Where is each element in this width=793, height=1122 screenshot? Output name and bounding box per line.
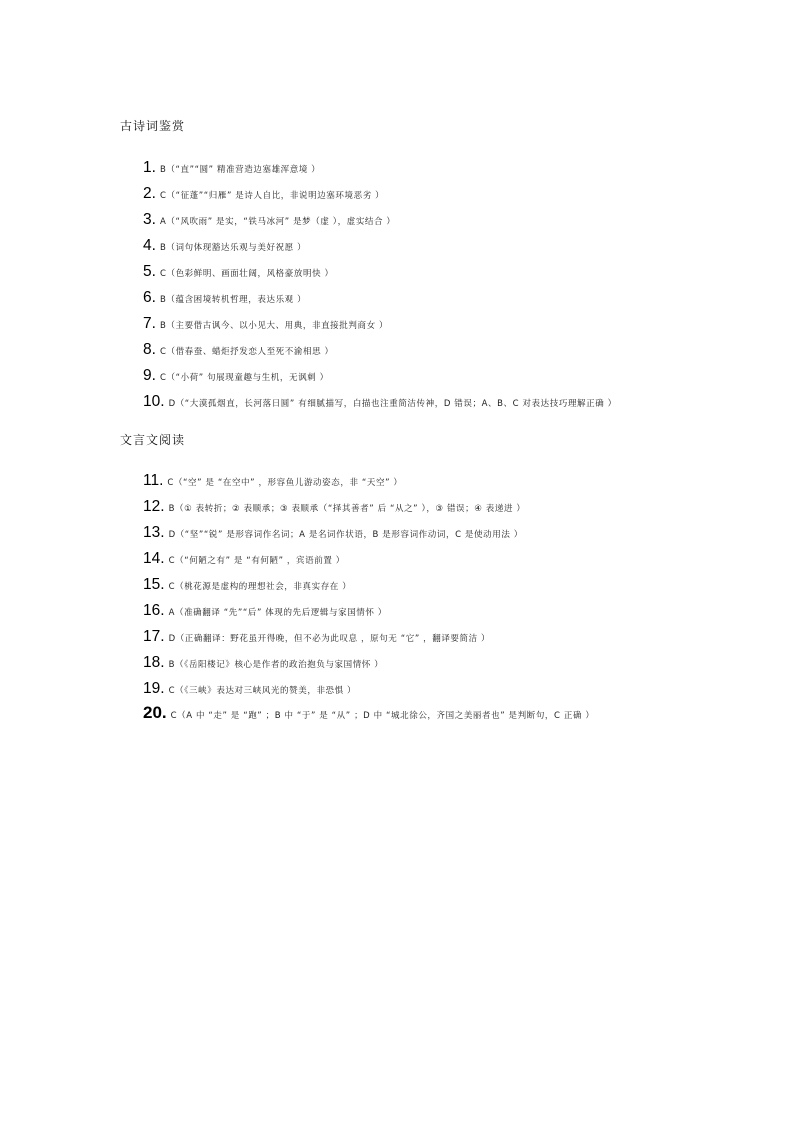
list-item (143, 678, 356, 698)
list-item (143, 365, 329, 385)
item-answer: C（“何陋之有” 是 “有何陋” ，宾语前置 ） (168, 556, 345, 566)
item-number: 15. (143, 576, 165, 593)
item-number: 3. (143, 211, 156, 228)
list-item (143, 470, 402, 490)
item-number: 11. (143, 472, 164, 489)
item-answer: B（① 表转折；② 表顺承；③ 表顺承（“择其善者” 后 “从之” ），③ 错误；④ 表递进 ） (168, 504, 526, 514)
item-number: 17. (143, 628, 165, 645)
item-number: 1. (143, 159, 156, 176)
item-number: 13. (143, 524, 165, 541)
list-item (143, 574, 351, 594)
list-item (143, 391, 617, 411)
item-answer: A（“风吹雨” 是实，“铁马冰河” 是梦（虚 ），虚实结合 ） (159, 217, 396, 227)
item-number: 6. (143, 289, 156, 306)
item-answer: C（“小荷” 句展现童趣与生机，无讽刺 ） (159, 373, 329, 383)
list-item (143, 652, 383, 672)
item-answer: B（主要借古讽今、以小见大、用典，非直接批判商女 ） (159, 321, 389, 331)
item-answer: C（“征蓬”“归雁” 是诗人自比，非说明边塞环境恶劣 ） (159, 191, 385, 201)
list-item (143, 209, 396, 229)
list-item (143, 157, 320, 177)
item-number: 4. (143, 237, 156, 254)
item-number: 18. (143, 654, 165, 671)
list-item (143, 287, 306, 307)
list-item (143, 261, 334, 281)
item-number: 16. (143, 602, 165, 619)
list-item (143, 339, 334, 359)
list-item (143, 496, 525, 516)
item-number: 14. (143, 550, 165, 567)
item-number: 9. (143, 367, 156, 384)
item-number: 20. (143, 703, 167, 722)
item-answer: C（《三峡》表达对三峡风光的赞美，非恐惧 ） (168, 686, 357, 696)
list-item (143, 313, 388, 333)
item-answer: A（准确翻译 “先”“后” 体现的先后逻辑与家国情怀 ） (168, 608, 387, 618)
item-answer: B（蕴含困境转机哲理，表达乐观 ） (159, 295, 307, 305)
item-number: 5. (143, 263, 156, 280)
item-answer: C（A 中 “走” 是 “跑” ；B 中 “于” 是 “从” ；D 中 “城北徐公，齐国之美丽者也” 是判断句，C 正确 ） (170, 711, 595, 721)
list-item (143, 600, 387, 620)
item-number: 8. (143, 341, 156, 358)
item-answer: B（“直”“圆” 精准营造边塞雄浑意境 ） (159, 165, 321, 175)
item-answer: D（正确翻译：野花虽开得晚，但不必为此叹息 ，原句无 “它” ，翻译要简洁 ） (168, 634, 491, 644)
item-number: 10. (143, 393, 165, 410)
item-answer: C（借春蚕、蜡炬抒发恋人至死不渝相思 ） (159, 347, 334, 357)
item-answer: C（“空” 是 “在空中” ，形容鱼儿游动姿态，非 “天空” ） (167, 478, 403, 488)
list-item (143, 183, 384, 203)
item-answer: B（词句体现豁达乐观与美好祝愿 ） (159, 243, 307, 253)
list-item (143, 703, 594, 723)
item-number: 12. (143, 498, 165, 515)
list-item (143, 626, 490, 646)
item-answer: D（“大漠孤烟直，长河落日圆” 有细腻描写，白描也注重简洁传神，D 错误；A、B、C 对表达技巧理解正确 ） (168, 399, 617, 409)
item-answer: C（桃花源是虚构的理想社会，非真实存在 ） (168, 582, 352, 592)
item-number: 2. (143, 185, 156, 202)
item-answer: D（“坚”“锐” 是形容词作名词；A 是名词作状语，B 是形容词作动词，C 是使动用法 ） (168, 530, 523, 540)
section-heading-poetry: 古诗词鉴赏 (120, 119, 186, 133)
section-heading-classical: 文言文阅读 (120, 433, 186, 447)
list-item (143, 235, 306, 255)
item-number: 7. (143, 315, 156, 332)
item-answer: C（色彩鲜明、画面壮阔，风格豪放明快 ） (159, 269, 334, 279)
item-answer: B（《岳阳楼记》核心是作者的政治抱负与家国情怀 ） (168, 660, 384, 670)
list-item (143, 522, 523, 542)
item-number: 19. (143, 680, 165, 697)
list-item (143, 548, 345, 568)
